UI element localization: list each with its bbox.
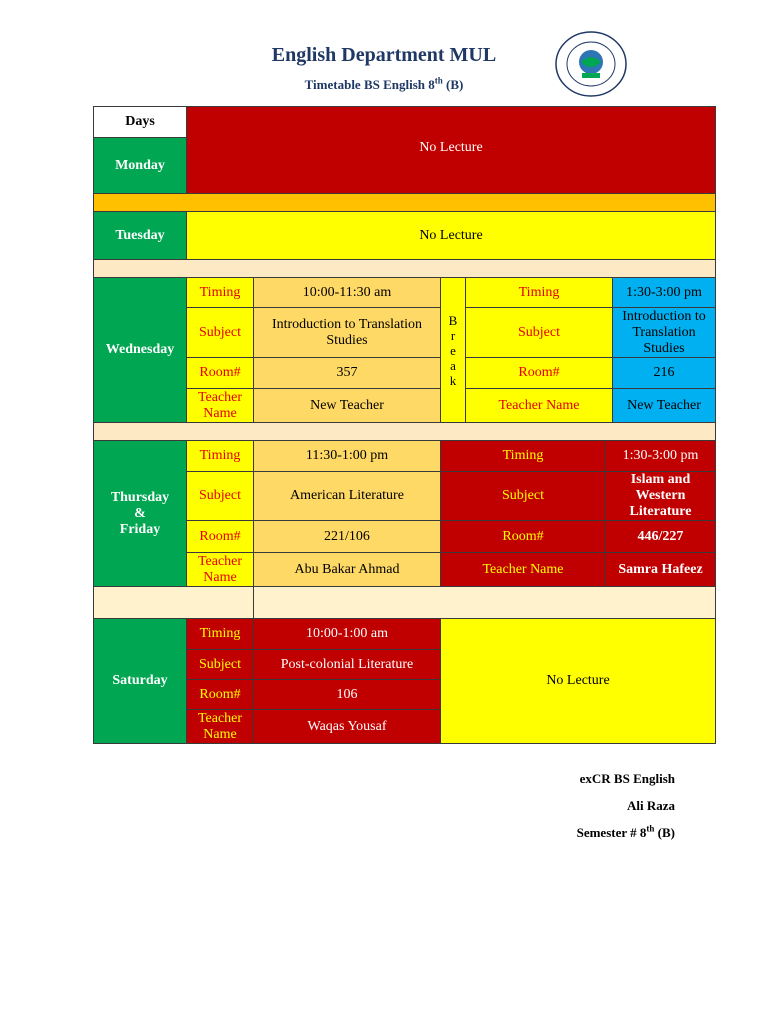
label-room: Room# [186,357,254,389]
days-header: Days [93,106,187,138]
label-timing: Timing [465,277,613,308]
thu-slot2-teacher: Samra Hafeez [605,552,716,587]
sat-slot1-subject: Post-colonial Literature [253,649,441,680]
label-teacher: Teacher Name [465,388,613,423]
thu-slot1-room: 221/106 [253,520,441,553]
wed-slot2-room: 216 [612,357,716,389]
day-tuesday: Tuesday [93,211,187,260]
label-timing: Timing [440,440,606,472]
sat-slot1-room: 106 [253,679,441,710]
footer-semester: Semester # 8th (B) [576,823,675,840]
sat-slot1-teacher: Waqas Yousaf [253,709,441,744]
thu-slot1-timing: 11:30-1:00 pm [253,440,441,472]
wed-slot2-teacher: New Teacher [612,388,716,423]
university-logo-icon [554,30,628,98]
label-timing: Timing [186,277,254,308]
tuesday-no-lecture: No Lecture [186,211,716,260]
thu-slot1-subject: American Literature [253,471,441,521]
label-room: Room# [186,520,254,553]
wed-slot1-timing: 10:00-11:30 am [253,277,441,308]
wed-slot1-room: 357 [253,357,441,389]
row-separator [93,193,716,212]
label-teacher: Teacher Name [440,552,606,587]
footer-name: Ali Raza [626,798,675,813]
label-room: Room# [186,679,254,710]
label-room: Room# [465,357,613,389]
row-separator [93,422,716,441]
row-separator [93,259,716,278]
label-timing: Timing [186,440,254,472]
wed-slot2-timing: 1:30-3:00 pm [612,277,716,308]
row-separator [253,586,716,619]
label-subject: Subject [186,649,254,680]
label-subject: Subject [186,307,254,358]
page-title: English Department MUL [271,44,497,66]
sat-slot1-timing: 10:00-1:00 am [253,618,441,650]
row-separator [93,586,254,619]
monday-no-lecture: No Lecture [186,106,716,194]
thu-slot1-teacher: Abu Bakar Ahmad [253,552,441,587]
wed-slot1-teacher: New Teacher [253,388,441,423]
wed-slot1-subject: Introduction to Translation Studies [253,307,441,358]
label-subject: Subject [440,471,606,521]
thu-slot2-subject: Islam and Western Literature [605,471,716,521]
wed-slot2-subject: Introduction to Translation Studies [612,307,716,358]
thu-slot2-room: 446/227 [605,520,716,553]
label-subject: Subject [465,307,613,358]
day-monday: Monday [93,137,187,194]
label-timing: Timing [186,618,254,650]
page-subtitle: Timetable BS English 8th (B) [304,75,464,92]
label-subject: Subject [186,471,254,521]
break-column: B r e a k [440,277,466,423]
label-teacher: Teacher Name [186,388,254,423]
footer-role: exCR BS English [579,771,675,786]
label-teacher: Teacher Name [186,709,254,744]
label-room: Room# [440,520,606,553]
saturday-no-lecture: No Lecture [440,618,716,744]
day-wednesday: Wednesday [93,277,187,423]
day-thursday-friday: Thursday & Friday [93,440,187,587]
thu-slot2-timing: 1:30-3:00 pm [605,440,716,472]
day-saturday: Saturday [93,618,187,744]
label-teacher: Teacher Name [186,552,254,587]
